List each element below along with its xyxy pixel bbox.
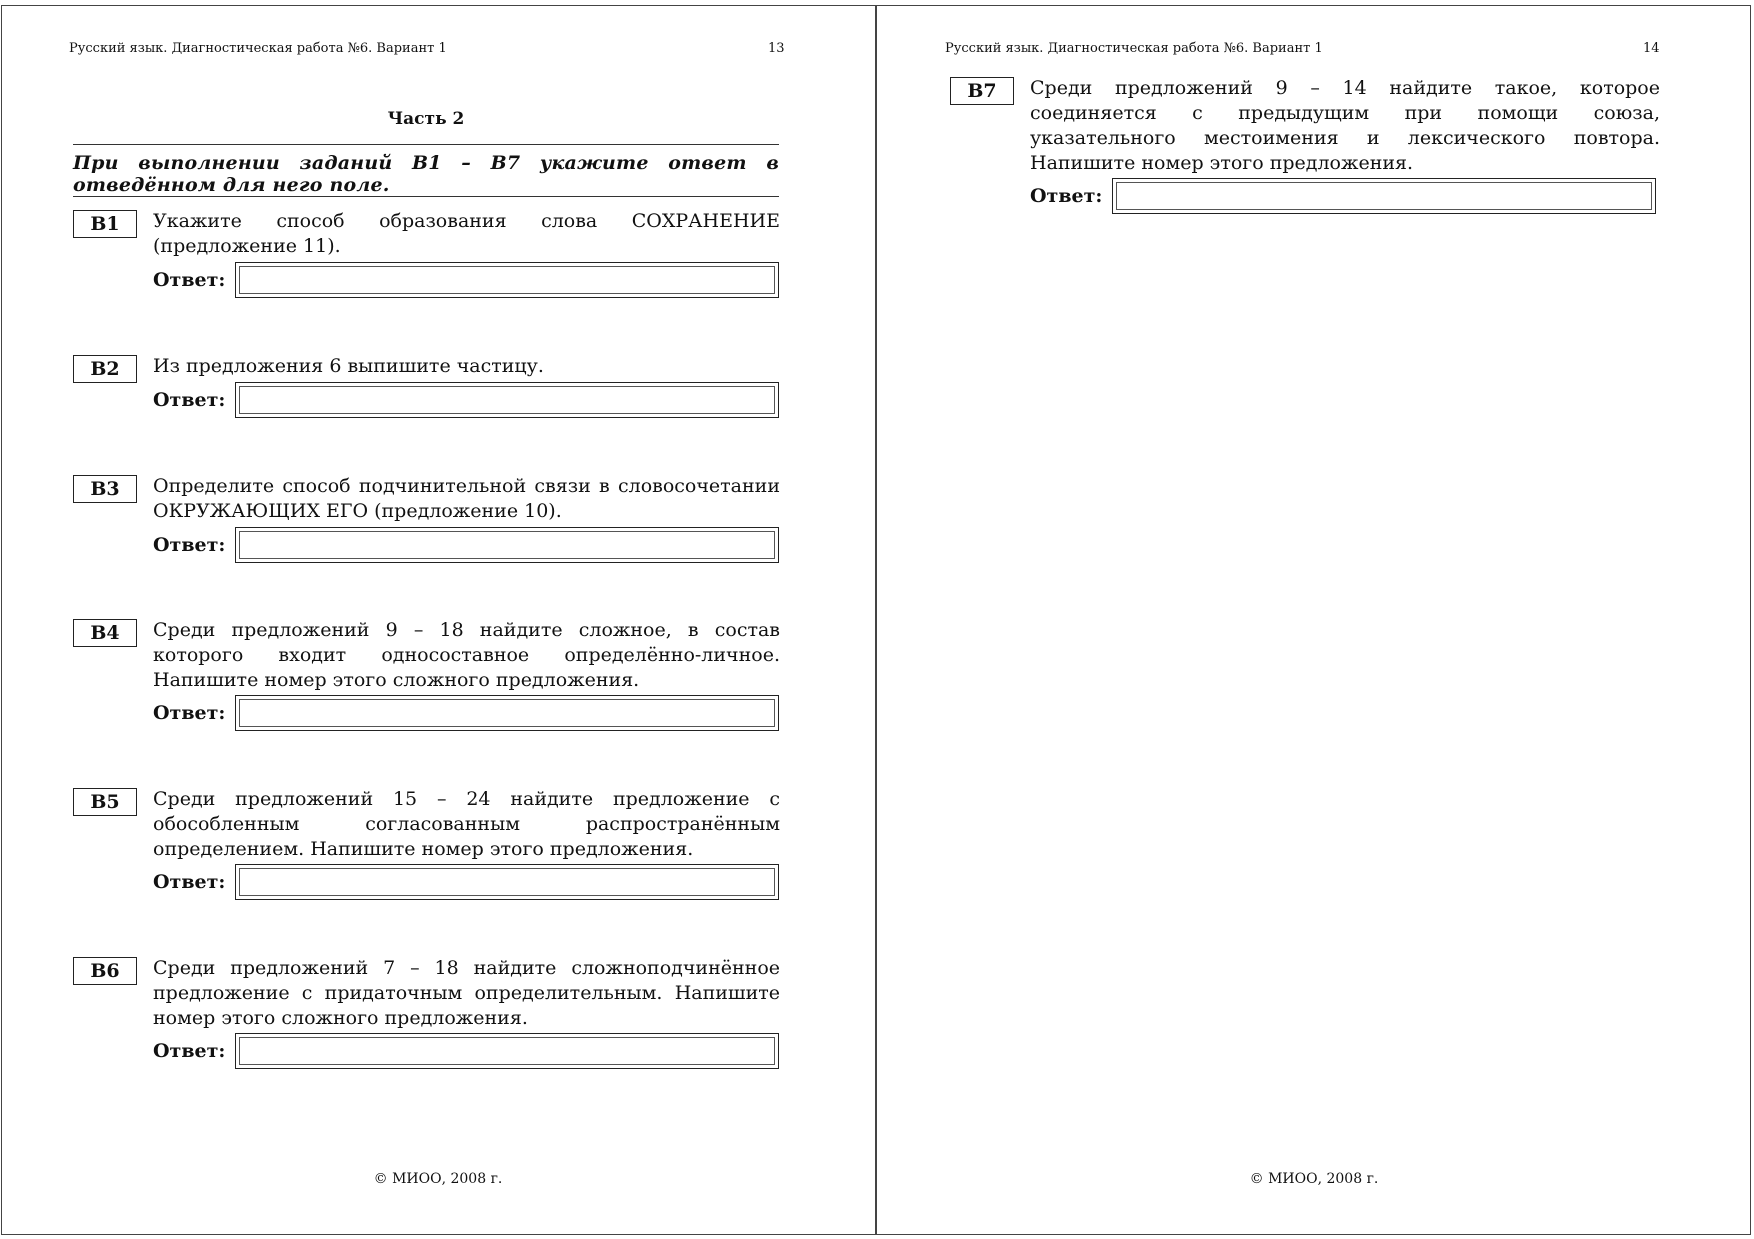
answer-field-b2[interactable]	[235, 382, 779, 418]
task-b6-text: Среди предложений 7 – 18 найдите сложноподчинённое предложение с придаточным определительным. Напишите номер этого сложного предложения.	[153, 957, 780, 1029]
answer-label: Ответ:	[1030, 185, 1103, 207]
answer-field-b6[interactable]	[235, 1033, 779, 1069]
task-b6-label: B6	[73, 957, 137, 985]
answer-label: Ответ:	[153, 269, 226, 291]
task-b3-text: Определите способ подчинительной связи в словосочетании ОКРУЖАЮЩИХ ЕГО (предложение 10).	[153, 475, 780, 522]
answer-label: Ответ:	[153, 871, 226, 893]
task-b4-text: Среди предложений 9 – 18 найдите сложное, в состав которого входит односоставное определённо-личное. Напишите номер этого сложного предложения.	[153, 619, 780, 691]
task-b7-text: Среди предложений 9 – 14 найдите такое, которое соединяется с предыдущим при помощи союза, указательного местоимения и лексического повтора. Напишите номер этого предложения.	[1030, 77, 1660, 174]
answer-label: Ответ:	[153, 1040, 226, 1062]
right-page	[877, 5, 1751, 1235]
task-b4-label: B4	[73, 619, 137, 647]
task-b5-text: Среди предложений 15 – 24 найдите предложение с обособленным согласованным распространённым определением. Напишите номер этого предложения.	[153, 788, 780, 860]
answer-field-b4[interactable]	[235, 695, 779, 731]
right-page-header: Русский язык. Диагностическая работа №6. Вариант 1	[945, 41, 1323, 56]
right-page-number: 14	[1643, 41, 1660, 56]
task-b4-answer	[153, 695, 779, 731]
task-b3-label: B3	[73, 475, 137, 503]
answer-field-b7[interactable]	[1112, 178, 1656, 214]
task-b7-label: B7	[950, 77, 1014, 105]
instruction-line-2: отведённом для него поле.	[73, 174, 390, 196]
task-b6-answer	[153, 1033, 779, 1069]
instruction-bottom-rule	[73, 196, 779, 197]
task-b2-answer	[153, 382, 779, 418]
left-page-number: 13	[768, 41, 785, 56]
left-page-header: Русский язык. Диагностическая работа №6. Вариант 1	[69, 41, 447, 56]
left-page-footer: © МИОО, 2008 г.	[373, 1171, 503, 1187]
instruction-text	[73, 152, 779, 196]
answer-label: Ответ:	[153, 534, 226, 556]
task-b2-label: B2	[73, 355, 137, 383]
task-b3-answer	[153, 527, 779, 563]
answer-field-b5[interactable]	[235, 864, 779, 900]
task-b1-answer	[153, 262, 779, 298]
task-b1-label: B1	[73, 210, 137, 238]
answer-label: Ответ:	[153, 702, 226, 724]
instruction-line-1: При выполнении заданий В1 – В7 укажите ответ в	[73, 152, 779, 174]
task-b7-answer	[1030, 178, 1656, 214]
left-page	[1, 5, 875, 1235]
task-b2-text: Из предложения 6 выпишите частицу.	[153, 355, 544, 377]
task-b1-text: Укажите способ образования слова СОХРАНЕНИЕ (предложение 11).	[153, 210, 780, 257]
right-page-footer: © МИОО, 2008 г.	[1249, 1171, 1379, 1187]
part-title: Часть 2	[387, 109, 465, 129]
answer-label: Ответ:	[153, 389, 226, 411]
answer-field-b3[interactable]	[235, 527, 779, 563]
instruction-top-rule	[73, 144, 779, 145]
answer-field-b1[interactable]	[235, 262, 779, 298]
task-b5-label: B5	[73, 788, 137, 816]
task-b5-answer	[153, 864, 779, 900]
